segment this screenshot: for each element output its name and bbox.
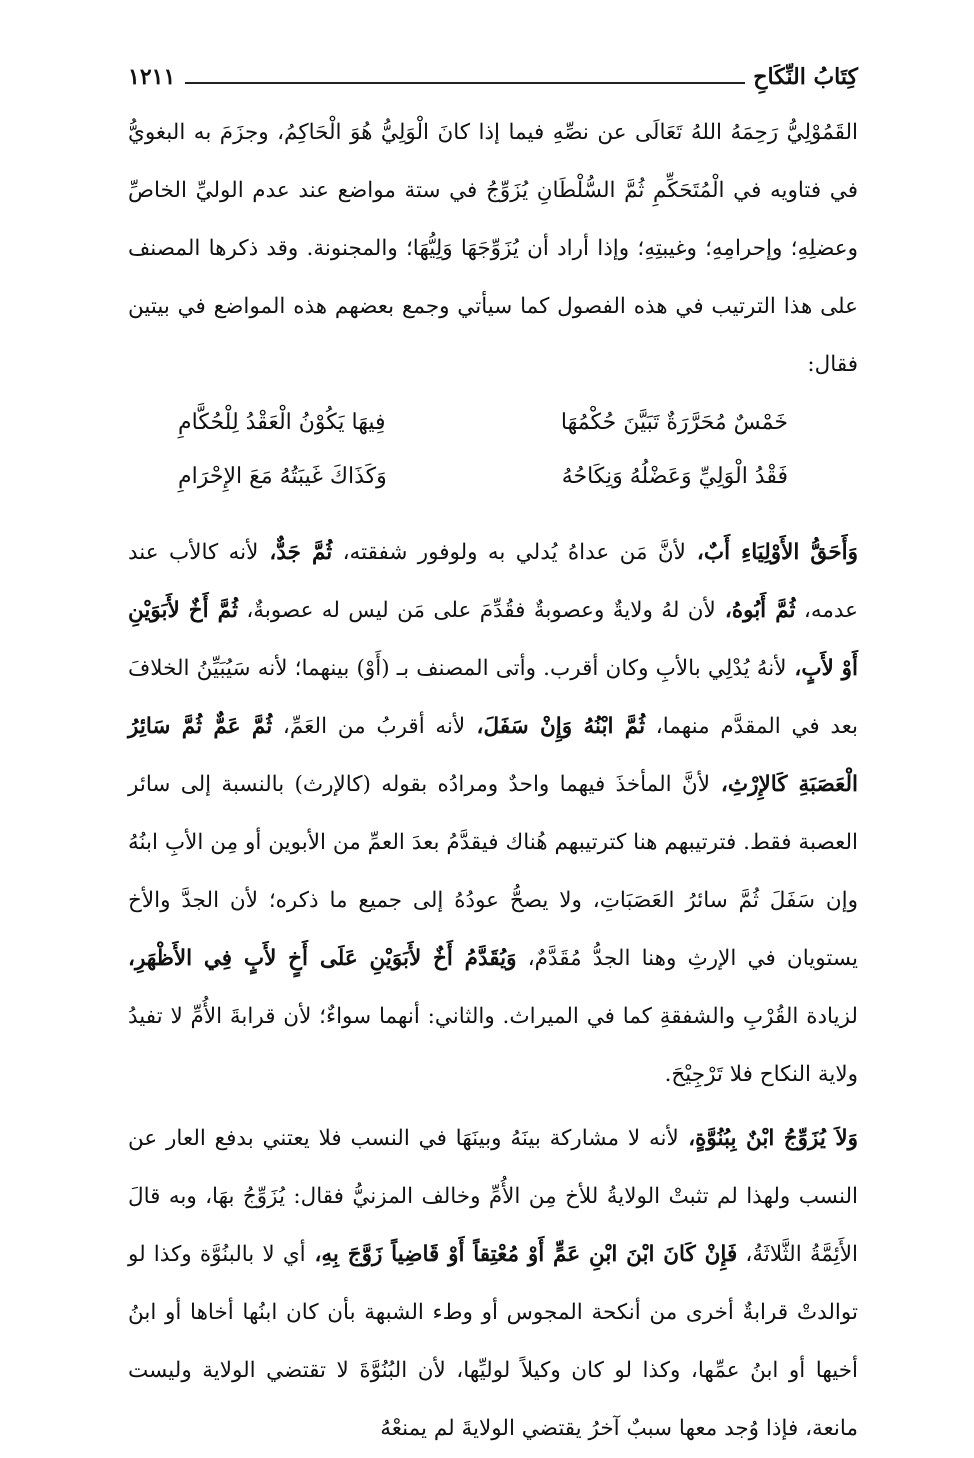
page-number: ١٢١١ xyxy=(128,64,176,90)
commentary-text: لأنَّ المأخذَ فيهما واحدٌ ومرادُه بقوله (كالإرث) بالنسبة إلى سائر العصبة فقط. فترتيبهم هنا كترتيبهم هُناك فيقدَّمُ بعدَ العمِّ من الأبوين أو مِن الأبِ ابنُهُ وإن سَفَلَ ثُمَّ سائرُ العَصَبَاتِ، ولا يصحُّ عودُهُ إلى جميع ما ذكره؛ لأن الجدَّ والأخ يستويان في الإرثِ وهنا الجدُّ مُقَدَّمٌ، xyxy=(128,772,858,971)
commentary-text: أي لا بالبنُوَّة وكذا لو توالدتْ قرابةٌ أخرى من أنكحة المجوس أو وطء الشبهة بأن كان ابنُها أخاها أو ابنُ أخيها أو ابنُ عمِّها، وكذا لو كان وكيلاً لوليِّها، لأن البُنُوَّةَ لا تقتضي الولاية وليست مانعة، فإذا وُجد معها سببٌ آخرُ يقتضي الولايةَ لم يمنعْهُ xyxy=(128,1242,858,1441)
commentary-text: لزيادة القُرْبِ والشفقةِ كما في الميراث. والثاني: أنهما سواءٌ؛ لأن قرابةَ الأُمِّ لا تفيدُ ولاية النكاح فلا تَرْجِيْحَ. xyxy=(128,1004,858,1087)
commentary-text: لأنَّ مَن عداهُ يُدلي به ولوفور شفقته، xyxy=(332,540,686,565)
matn-text: ثُمَّ أَخٌ لأَبَوَيْنِ أَوْ لأَبٍ، xyxy=(128,598,858,681)
chapter-title: كِتَابُ النِّكَاحِ xyxy=(753,64,858,90)
page xyxy=(128,52,858,1458)
poem xyxy=(128,396,858,504)
running-header xyxy=(128,52,858,90)
verse-1-second-hemistich: فِيهَا يَكُوْنُ الْعَقْدُ لِلْحُكَّامِ xyxy=(178,410,386,435)
matn-text: وَلاَ يُزَوِّجُ ابْنٌ بِبُنُوَّةٍ، xyxy=(678,1126,859,1151)
commentary-text: لأنه كالأب عند عدمه، xyxy=(128,540,859,623)
commentary-body xyxy=(128,524,858,1458)
matn-text: فَإِنْ كَانَ ابْنَ ابْنِ عَمٍّ أَوْ مُعْتِقاً أَوْ قَاضِياً زَوَّجَ بِهِ، xyxy=(305,1242,738,1267)
matn-text: ثُمَّ أَبُوهُ، xyxy=(715,598,796,623)
matn-text: ثُمَّ عَمٌّ ثُمَّ سَائِرُ الْعَصَبَةِ كَالإِرْثِ، xyxy=(128,714,859,797)
commentary-text: لأن لهُ ولايةٌ وعصوبةٌ فقُدِّمَ على مَن ليس له عصوبةٌ، xyxy=(237,598,716,623)
matn-text: ثُمَّ جَدٌّ، xyxy=(258,540,333,565)
verse-2-first-hemistich: فَقْدُ الْوَلِيِّ وَعَضْلُهُ وَنِكَاحُهُ xyxy=(561,464,788,489)
paragraph xyxy=(128,1110,858,1458)
verse-2-second-hemistich: وَكَذَاكَ غَيبَتُهُ مَعَ الإِحْرَامِ xyxy=(178,464,387,489)
verse-1-first-hemistich: خَمْسٌ مُحَرَّرَةٌ تَبَيَّنَ حُكْمُهَا xyxy=(560,410,788,435)
paragraph xyxy=(128,524,858,1104)
commentary-text: لأنهُ يُدْلِي بالأبِ وكان أقرب. وأتى المصنف بـ (أَوْ) بينهما؛ لأنه سَيُبَيِّنُ الخلافَ بعد في المقدَّم منهما، xyxy=(128,656,859,739)
matn-text: وَيُقَدَّمُ أَخٌ لأَبَوَيْنِ عَلَى أَخٍ لأَبٍ فِي الأَظْهَرِ، xyxy=(128,946,517,971)
poem-verse-1 xyxy=(128,396,858,450)
matn-text: ثُمَّ ابْنُهُ وَإِنْ سَفَلَ، xyxy=(465,714,646,739)
commentary-text: لأنه لا مشاركة بينَهُ وبينَهَا في النسب فلا يعتني بدفع العار عن النسب ولهذا لم تثبتْ الولايةُ للأخ مِن الأُمِّ وخالف المزنيُّ فقال: يُزَوِّجُ بهَا، وبه قالَ الأَئِمَّةُ الثَّلاثَةُ، xyxy=(128,1126,859,1267)
commentary-top xyxy=(128,104,858,394)
commentary-text: لأنه أقربُ من العَمِّ، xyxy=(272,714,466,739)
header-rule xyxy=(185,82,745,84)
poem-verse-2 xyxy=(128,450,858,504)
matn-text: وَأَحَقُّ الأَوْلِيَاءِ أَبٌ، xyxy=(685,540,858,565)
paragraph xyxy=(128,104,858,394)
commentary-text: القَمُوْلِيُّ رَحِمَهُ اللهُ تَعَالَى عن نصِّهِ فيما إذا كانَ الْوَلِيُّ هُوَ الْحَاكِمُ، وجزَمَ به البغويُّ في فتاويه في الْمُتَحَكِّمِ ثُمَّ السُّلْطَانِ يُزَوِّجُ في ستة مواضع عند عدم الوليِّ الخاصِّ وعضلِهِ؛ وإحرامِهِ؛ وغيبتِهِ؛ وإذا أراد أن يُزَوِّجَهَا وَلِيُّهَا؛ والمجنونة. وقد ذكرها المصنف على هذا الترتيب في هذه الفصول كما سيأتي وجمع بعضهم هذه المواضع في بيتين فقال: xyxy=(128,120,858,377)
